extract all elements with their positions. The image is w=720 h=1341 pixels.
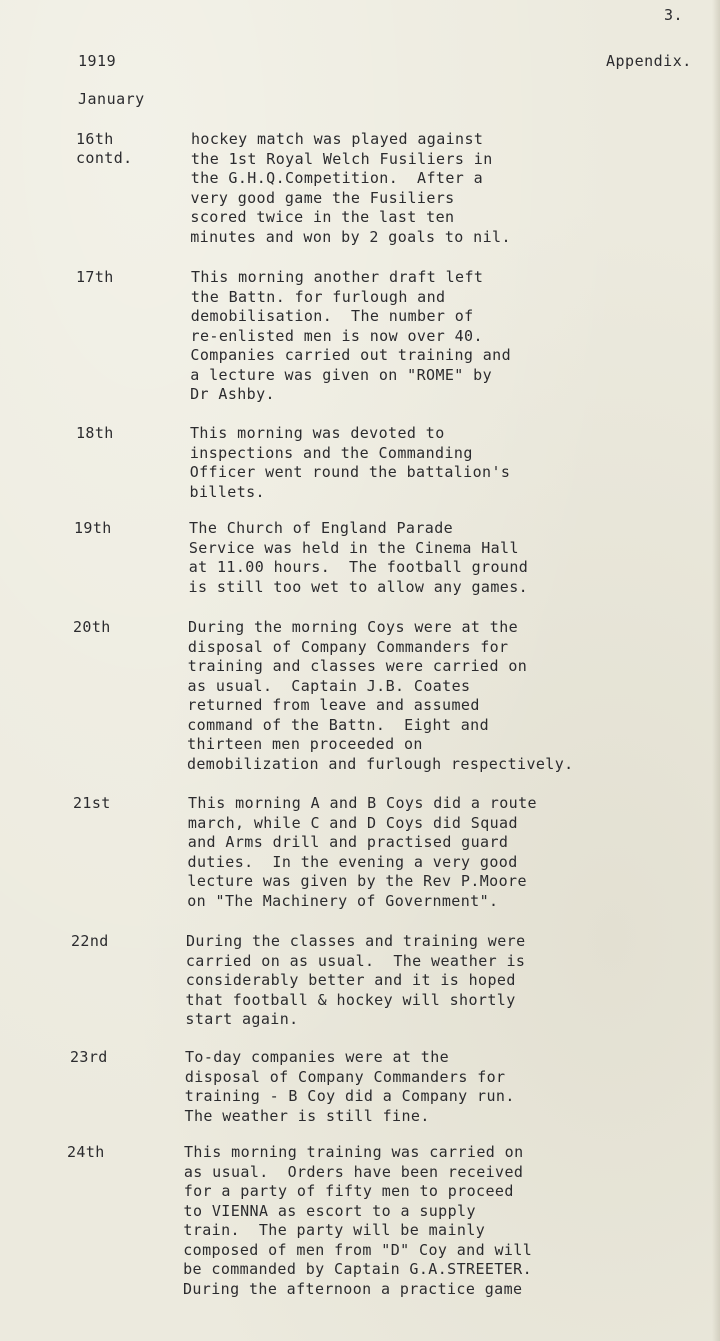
entry-text-line: training - B Coy did a Company run. bbox=[184, 1087, 515, 1105]
entry-text-line: to VIENNA as escort to a supply bbox=[183, 1201, 476, 1220]
month-heading: January bbox=[78, 90, 145, 108]
entry-date: 18th bbox=[76, 424, 114, 442]
entry-text-line: returned from leave and assumed bbox=[187, 696, 480, 714]
entry-text-line: The weather is still fine. bbox=[184, 1106, 430, 1125]
entry-text-line: Companies carried out training and bbox=[190, 346, 512, 364]
entry-text-line: the Battn. for furlough and bbox=[190, 287, 446, 306]
entry-text-line: on "The Machinery of Government". bbox=[187, 891, 499, 910]
entry-text-line: carried on as usual. The weather is bbox=[185, 951, 526, 970]
entry-text-line: This morning was devoted to bbox=[190, 424, 445, 442]
entry-text-line: as usual. Captain J.B. Coates bbox=[187, 676, 471, 695]
entry-text-line: Officer went round the battalion's bbox=[189, 463, 511, 481]
entry-text-line: re-enlisted men is now over 40. bbox=[190, 326, 483, 345]
entry-text-line: that football & hockey will shortly bbox=[185, 990, 516, 1009]
entry-text-line: Dr Ashby. bbox=[190, 385, 275, 403]
page-number: 3. bbox=[664, 6, 684, 24]
entry-date: 22nd bbox=[71, 932, 109, 950]
entry-text-line: at 11.00 hours. The football ground bbox=[188, 558, 529, 576]
appendix-label: Appendix. bbox=[606, 52, 692, 70]
year-heading: 1919 bbox=[78, 52, 117, 70]
entry-date: 24th bbox=[67, 1143, 105, 1161]
entry-text-line: start again. bbox=[185, 1010, 299, 1028]
entry-text-line: billets. bbox=[189, 482, 265, 501]
entry-text-line: composed of men from "D" Coy and will bbox=[183, 1240, 533, 1259]
entry-text-line: training and classes were carried on bbox=[187, 657, 528, 675]
entry-text-line: thirteen men proceeded on bbox=[187, 735, 423, 753]
entry-text-line: The Church of England Parade bbox=[189, 519, 454, 537]
entry-text-line: This morning training was carried on bbox=[184, 1143, 524, 1161]
entry-text-line: march, while C and D Coys did Squad bbox=[187, 813, 518, 832]
entry-text-line: minutes and won by 2 goals to nil. bbox=[190, 227, 511, 246]
entry-text-line: is still too wet to allow any games. bbox=[188, 577, 529, 596]
entry-date: 21st bbox=[73, 794, 111, 812]
entry-text-line: lecture was given by the Rev P.Moore bbox=[187, 872, 527, 890]
entry-text-line: as usual. Orders have been received bbox=[183, 1162, 524, 1181]
entry-text-line: During the classes and training were bbox=[186, 932, 526, 950]
entry-text-line: inspections and the Commanding bbox=[189, 443, 473, 462]
entry-date: 16th contd. bbox=[76, 130, 133, 168]
entry-text-line: Service was held in the Cinema Hall bbox=[188, 538, 519, 557]
entry-date: 23rd bbox=[70, 1048, 108, 1066]
entry-text-line: demobilization and furlough respectively. bbox=[186, 754, 574, 773]
entry-text-line: This morning A and B Coys did a route bbox=[188, 794, 537, 812]
entry-text-line: hockey match was played against bbox=[191, 130, 484, 148]
page-edge-shadow bbox=[712, 0, 720, 1341]
entry-text-line: This morning another draft left bbox=[191, 268, 484, 286]
entry-text-line: a lecture was given on "ROME" by bbox=[190, 365, 493, 384]
entry-text-line: To-day companies were at the bbox=[185, 1048, 450, 1066]
entry-text-line: disposal of Company Commanders for bbox=[187, 637, 509, 656]
entry-text-line: be commanded by Captain G.A.STREETER. bbox=[183, 1260, 533, 1278]
entry-text-line: very good game the Fusiliers bbox=[190, 188, 455, 207]
entry-date: 17th bbox=[76, 268, 114, 286]
entry-text-line: disposal of Company Commanders for bbox=[184, 1067, 506, 1086]
entry-text-line: scored twice in the last ten bbox=[190, 208, 455, 226]
entry-text-line: command of the Battn. Eight and bbox=[187, 715, 490, 734]
entry-text-line: the G.H.Q.Competition. After a bbox=[190, 169, 484, 187]
entry-date: 19th bbox=[74, 519, 112, 537]
entry-text-line: demobilisation. The number of bbox=[190, 307, 474, 325]
entry-text-line: considerably better and it is hoped bbox=[185, 971, 516, 989]
entry-text-line: and Arms drill and practised guard bbox=[187, 833, 509, 851]
entry-text-line: duties. In the evening a very good bbox=[187, 852, 518, 871]
entry-text-line: During the afternoon a practice game bbox=[182, 1279, 523, 1298]
entry-text-line: train. The party will be mainly bbox=[183, 1221, 486, 1239]
entry-date: 20th bbox=[73, 618, 111, 636]
entry-text-line: for a party of fifty men to proceed bbox=[183, 1182, 514, 1200]
entry-text-line: During the morning Coys were at the bbox=[188, 618, 519, 636]
entry-text-line: the 1st Royal Welch Fusiliers in bbox=[190, 149, 493, 168]
